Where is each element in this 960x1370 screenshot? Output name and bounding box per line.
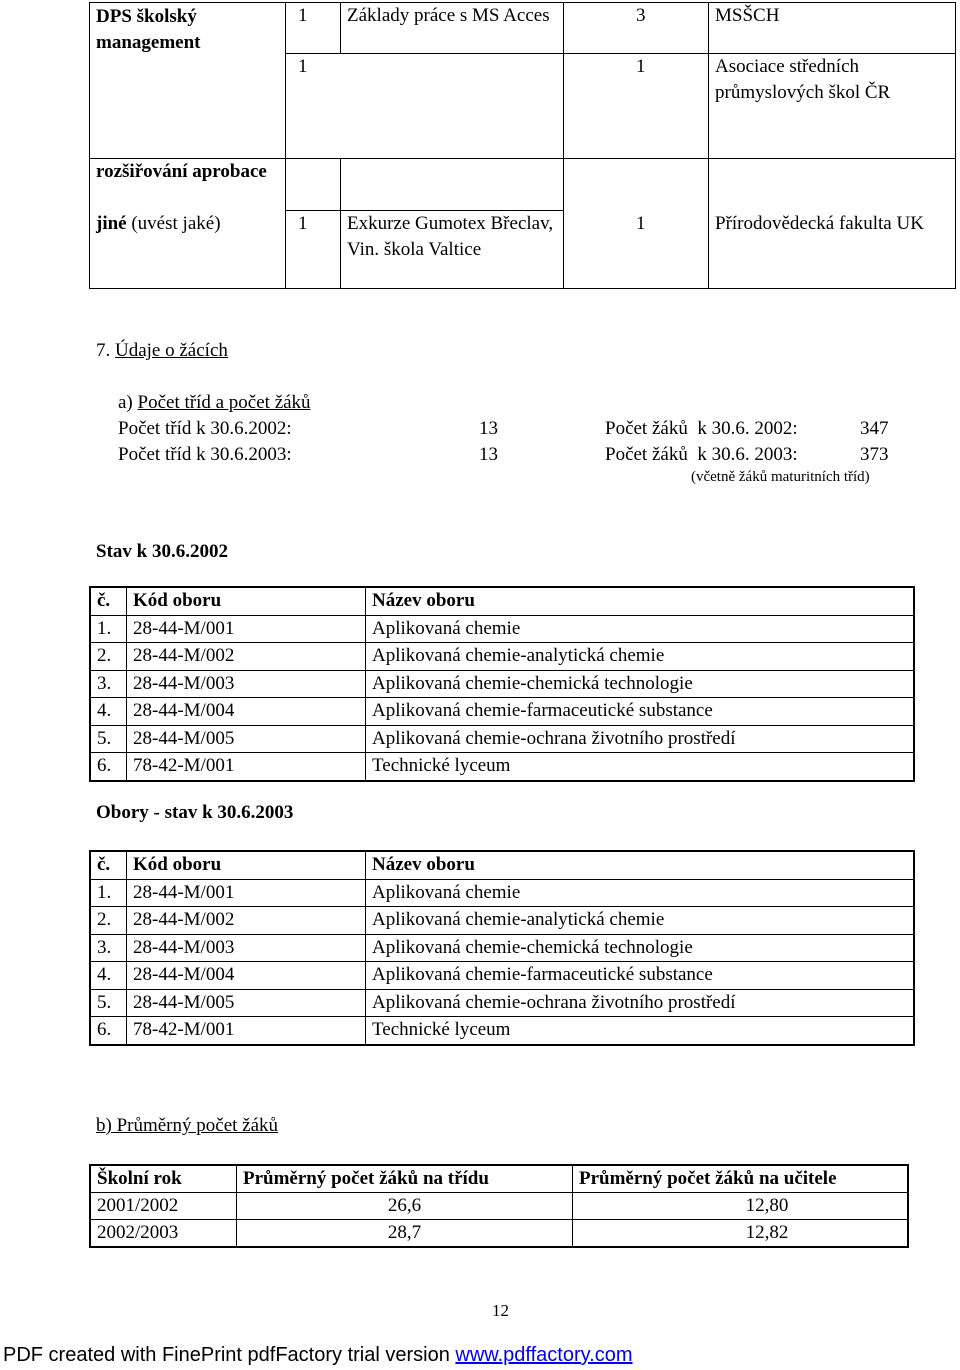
pupil-count-value: 347	[860, 418, 889, 439]
table-row	[90, 615, 914, 643]
pupil-count-label: Počet žáků k 30.6. 2003:	[605, 444, 798, 465]
row-num: 6.	[90, 753, 127, 781]
section-title: Údaje o žácích	[115, 340, 228, 361]
row-nazev: Aplikovaná chemie	[366, 879, 915, 907]
cell-course: Exkurze Gumotex Břeclav, Vin. škola Valtice	[341, 211, 564, 289]
table-header-row	[90, 851, 914, 879]
row-rok: 2002/2003	[90, 1220, 237, 1248]
cell-count: 1	[286, 211, 341, 289]
row-num: 5.	[90, 725, 127, 753]
header-nazev: Název oboru	[372, 590, 475, 611]
table-row	[90, 643, 914, 671]
row-kod: 28-44-M/005	[127, 725, 366, 753]
cell-count: 3	[564, 3, 709, 54]
cell-count: 1	[564, 54, 709, 159]
pupil-count-note: (včetně žáků maturitních tříd)	[691, 469, 870, 485]
cell-course: Základy práce s MS Acces	[341, 3, 564, 54]
row-num: 1.	[90, 879, 127, 907]
row-nazev: Technické lyceum	[366, 1017, 915, 1045]
cell-category: rozšiřování aprobace	[90, 159, 286, 211]
table-row	[90, 879, 914, 907]
header-ucitel: Průměrný počet žáků na učitele	[573, 1165, 909, 1193]
row-rok: 2001/2002	[90, 1193, 237, 1220]
cell-provider: MSŠCH	[709, 3, 956, 54]
average-heading: b) Průměrný počet žáků	[96, 1115, 279, 1136]
row-nazev: Aplikovaná chemie	[366, 615, 915, 643]
row-nazev: Aplikovaná chemie-chemická technologie	[366, 934, 915, 962]
row-trida: 26,6	[237, 1193, 573, 1220]
cell-count: 1	[564, 211, 709, 289]
row-nazev: Aplikovaná chemie-ochrana životního prostředí	[366, 989, 915, 1017]
table-row	[90, 725, 914, 753]
header-num: č.	[90, 587, 127, 615]
row-nazev: Aplikovaná chemie-farmaceutické substance	[366, 698, 915, 726]
table-row	[90, 753, 914, 781]
cell-empty	[341, 54, 564, 159]
header-rok: Školní rok	[90, 1165, 237, 1193]
row-num: 2.	[90, 643, 127, 671]
pupil-count-value: 373	[860, 444, 889, 465]
row-ucitel: 12,82	[573, 1220, 909, 1248]
training-table	[89, 2, 956, 289]
subsection-a-heading	[118, 392, 311, 414]
row-nazev: Aplikovaná chemie-analytická chemie	[366, 643, 915, 671]
table-row	[90, 907, 914, 935]
row-nazev: Aplikovaná chemie-farmaceutické substance	[366, 962, 915, 990]
cell-provider: Asociace středních průmyslových škol ČR	[709, 54, 956, 159]
row-kod: 28-44-M/001	[127, 879, 366, 907]
class-count-label: Počet tříd k 30.6.2002:	[118, 418, 292, 439]
table-row	[90, 1220, 908, 1248]
table-row	[90, 989, 914, 1017]
row-kod: 28-44-M/003	[127, 670, 366, 698]
row-kod: 28-44-M/004	[127, 962, 366, 990]
section-number: 7.	[96, 340, 111, 361]
table-row	[90, 934, 914, 962]
footer-text: PDF created with FinePrint pdfFactory trial version	[3, 1344, 456, 1366]
other-label: (uvést jaké)	[126, 212, 221, 234]
table-row	[90, 1193, 908, 1220]
row-num: 3.	[90, 934, 127, 962]
row-num: 6.	[90, 1017, 127, 1045]
header-trida: Průměrný počet žáků na třídu	[237, 1165, 573, 1193]
header-num: č.	[90, 851, 127, 879]
row-ucitel: 12,80	[573, 1193, 909, 1220]
cell-empty	[709, 159, 956, 211]
row-nazev: Aplikovaná chemie-ochrana životního prostředí	[366, 725, 915, 753]
row-kod: 28-44-M/004	[127, 698, 366, 726]
footer-link[interactable]: www.pdffactory.com	[455, 1344, 633, 1366]
cell-count: 1	[286, 3, 341, 54]
row-num: 4.	[90, 962, 127, 990]
cell-category	[90, 5, 286, 159]
cell-empty	[341, 159, 564, 211]
header-kod: Kód oboru	[127, 587, 366, 615]
obory-2002-table	[89, 586, 915, 782]
subsection-label: a)	[118, 392, 133, 413]
stav-2003-heading: Obory - stav k 30.6.2003	[96, 802, 294, 823]
table-row	[90, 962, 914, 990]
header-nazev: Název oboru	[372, 854, 475, 875]
row-kod: 28-44-M/002	[127, 907, 366, 935]
subsection-title: Počet tříd a počet žáků	[137, 392, 311, 413]
cell-provider: Přírodovědecká fakulta UK	[709, 211, 956, 289]
section-7-heading	[96, 340, 228, 362]
pupil-count-label: Počet žáků k 30.6. 2002:	[605, 418, 798, 439]
row-nazev: Technické lyceum	[366, 753, 915, 781]
header-kod: Kód oboru	[127, 851, 366, 879]
row-kod: 28-44-M/005	[127, 989, 366, 1017]
other-bold-label: jiné	[96, 212, 127, 234]
table-row	[90, 670, 914, 698]
row-nazev: Aplikovaná chemie-chemická technologie	[366, 670, 915, 698]
row-kod: 28-44-M/002	[127, 643, 366, 671]
table-header-row	[90, 587, 914, 615]
stav-2002-heading: Stav k 30.6.2002	[96, 541, 228, 562]
cell-count: 1	[286, 54, 341, 159]
cell-empty	[564, 159, 709, 211]
row-trida: 28,7	[237, 1220, 573, 1248]
row-num: 3.	[90, 670, 127, 698]
row-kod: 78-42-M/001	[127, 753, 366, 781]
cell-empty	[286, 159, 341, 211]
row-num: 2.	[90, 907, 127, 935]
average-table	[89, 1164, 909, 1248]
obory-2003-table	[89, 850, 915, 1046]
row-kod: 28-44-M/003	[127, 934, 366, 962]
pdf-footer	[0, 1340, 960, 1370]
table-row	[90, 698, 914, 726]
class-count-value: 13	[479, 418, 498, 439]
category-dps: DPS školský management	[96, 5, 201, 53]
row-kod: 28-44-M/001	[127, 615, 366, 643]
cell-category	[90, 211, 286, 289]
row-num: 1.	[90, 615, 127, 643]
row-num: 5.	[90, 989, 127, 1017]
row-kod: 78-42-M/001	[127, 1017, 366, 1045]
class-count-label: Počet tříd k 30.6.2003:	[118, 444, 292, 465]
table-row	[90, 1017, 914, 1045]
page-number: 12	[492, 1301, 509, 1320]
row-nazev: Aplikovaná chemie-analytická chemie	[366, 907, 915, 935]
row-num: 4.	[90, 698, 127, 726]
table-header-row	[90, 1165, 908, 1193]
class-count-value: 13	[479, 444, 498, 465]
